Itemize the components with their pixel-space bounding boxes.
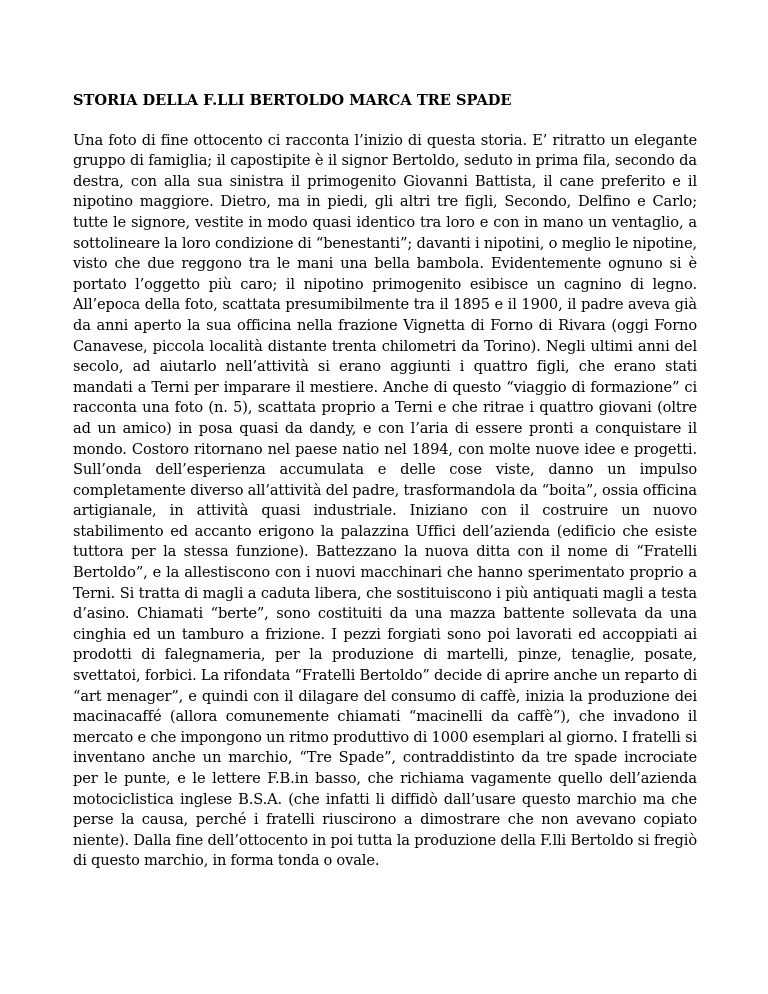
document-page	[73, 91, 697, 872]
body-paragraph: Una foto di fine ottocento ci racconta l’inizio di questa storia. E’ ritratto un elegante gruppo di famiglia; il capostipite è il signor Bertoldo, seduto in prima fila, secondo da destra, con alla sua sinistra il primogenito Giovanni Battista, il cane preferito e il nipotino maggiore. Dietro, ma in piedi, gli altri tre figli, Secondo, Delfino e Carlo; tutte le signore, vestite in modo quasi identico tra loro e con in mano un ventaglio, a sottolineare la loro condizione di “benestanti”; davanti i nipotini, o meglio le nipotine, visto che due reggono tra le mani una bella bambola. Evidentemente ognuno si è portato l’oggetto più caro; il nipotino primogenito esibisce un cagnino di legno. All’epoca della foto, scattata presumibilmente tra il 1895 e il 1900, il padre aveva già da anni aperto la sua officina nella frazione Vignetta di Forno di Rivara (oggi Forno Canavese, piccola località distante trenta chilometri da Torino). Negli ultimi anni del secolo, ad aiutarlo nell’attività si erano aggiunti i quattro figli, che erano stati mandati a Terni per imparare il mestiere. Anche di questo “viaggio di formazione” ci racconta una foto (n. 5), scattata proprio a Terni e che ritrae i quattro giovani (oltre ad un amico) in posa quasi da dandy, e con l’aria di essere pronti a conquistare il mondo. Costoro ritornano nel paese natio nel 1894, con molte nuove idee e progetti. Sull’onda dell’esperienza accumulata e delle cose viste, danno un impulso completamente diverso all’attività del padre, trasformandola da “boita”, ossia officina artigianale, in attività quasi industriale. Iniziano con il costruire un nuovo stabilimento ed accanto erigono la palazzina Uffici dell’azienda (edificio che esiste tuttora per la stessa funzione). Battezzano la nuova ditta con il nome di “Fratelli Bertoldo”, e la allestiscono con i nuovi macchinari che hanno sperimentato proprio a Terni. Si tratta di magli a caduta libera, che sostituiscono i più antiquati magli a testa d’asino. Chiamati “berte”, sono costituiti da una mazza battente sollevata da una cinghia ed un tamburo a frizione. I pezzi forgiati sono poi lavorati ed accoppiati ai prodotti di falegnameria, per la produzione di martelli, pinze, tenaglie, posate, svettatoi, forbici. La rifondata “Fratelli Bertoldo” decide di aprire anche un reparto di “art menager”, e quindi con il dilagare del consumo di caffè, inizia la produzione dei macinacaffé (allora comunemente chiamati “macinelli da caffè”), che invadono il mercato e che impongono un ritmo produttivo di 1000 esemplari al giorno. I fratelli si inventano anche un marchio, “Tre Spade”, contraddistinto da tre spade incrociate per le punte, e le lettere F.B.in basso, che richiama vagamente quello dell’azienda motociclistica inglese B.S.A. (che infatti li diffidò dall’usare questo marchio ma che perse la causa, perché i fratelli riuscirono a dimostrare che non avevano copiato niente). Dalla fine dell’ottocento in poi tutta la produzione della F.lli Bertoldo si fregiò di questo marchio, in forma tonda o ovale.	[73, 131, 697, 870]
document-title: STORIA DELLA F.LLI BERTOLDO MARCA TRE SPADE	[73, 92, 512, 109]
